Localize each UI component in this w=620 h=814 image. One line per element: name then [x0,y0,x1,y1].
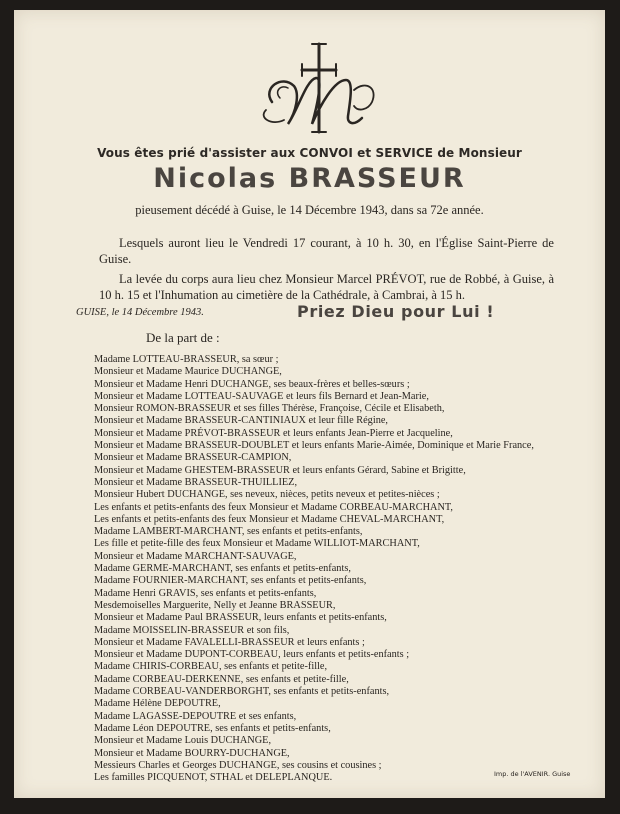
list-item: Monsieur et Madame Paul BRASSEUR, leurs enfants et petits-enfants, [94,612,387,624]
list-item: Monsieur et Madame Louis DUCHANGE, [94,735,272,747]
list-item: Madame FOURNIER-MARCHANT, ses enfants et petits-enfants, [94,575,367,587]
list-item: Monsieur et Madame BRASSEUR-DOUBLET et leurs enfants Marie-Aimée, Dominique et Marie France, [94,440,534,452]
list-item: Monsieur et Madame GHESTEM-BRASSEUR et leurs enfants Gérard, Sabine et Brigitte, [94,464,466,476]
list-item: Madame CORBEAU-VANDERBORGHT, ses enfants et petits-enfants, [94,686,390,698]
cross-monogram-icon [254,40,384,140]
deces-line: pieusement décédé à Guise, le 14 Décembre 1943, dans sa 72e année. [135,203,484,217]
list-item: Madame Henri GRAVIS, ses enfants et petits-enfants, [94,587,317,599]
list-item: Madame CHIRIS-CORBEAU, ses enfants et petite-fille, [94,661,328,673]
list-item: Les fille et petite-fille des feux Monsieur et Madame WILLIOT-MARCHANT, [94,538,420,550]
list-item: Madame CORBEAU-DERKENNE, ses enfants et petite-fille, [94,673,349,685]
family-list [94,354,554,784]
list-item: Monsieur et Madame PRÉVOT-BRASSEUR et leurs enfants Jean-Pierre et Jacqueline, [94,427,453,439]
deceased-name: Nicolas BRASSEUR [153,163,466,194]
list-item: Monsieur et Madame FAVALELLI-BRASSEUR et leurs enfants ; [94,636,365,648]
list-item: Les enfants et petits-enfants des feux Monsieur et Madame CHEVAL-MARCHANT, [94,513,445,525]
list-item: Monsieur et Madame Henri DUCHANGE, ses beaux-frères et belles-sœurs ; [94,378,410,390]
list-item: Monsieur et Madame BRASSEUR-THUILLIEZ, [94,476,298,488]
de-la-part-heading: De la part de : [146,330,220,345]
imprint: Imp. de l'AVENIR. Guise [494,770,571,778]
list-item: Madame LOTTEAU-BRASSEUR, sa sœur ; [94,354,279,365]
list-item: Monsieur et Madame Maurice DUCHANGE, [94,366,282,378]
list-item: Monsieur et Madame BRASSEUR-CAMPION, [94,452,292,464]
list-item: Madame Léon DEPOUTRE, ses enfants et petits-enfants, [94,722,331,734]
ceremony-paragraph [99,235,554,267]
list-item: Monsieur Hubert DUCHANGE, ses neveux, nièces, petits neveux et petites-nièces ; [94,489,440,501]
list-item: Monsieur et Madame LOTTEAU-SAUVAGE et leurs fils Bernard et Jean-Marie, [94,390,429,402]
list-item: Mesdemoiselles Marguerite, Nelly et Jeanne BRASSEUR, [94,599,336,611]
burial-paragraph [99,271,554,303]
burial-text: La levée du corps aura lieu chez Monsieur Marcel PRÉVOT, rue de Robbé, à Guise, à 10 h. 15 et l'Inhumation au cimetière de la Cathédrale, à Cambrai, à 15 h. [99,272,554,302]
list-item: Les enfants et petits-enfants des feux Monsieur et Madame CORBEAU-MARCHANT, [94,501,453,513]
list-item: Monsieur et Madame BRASSEUR-CANTINIAUX et leur fille Régine, [94,415,388,427]
list-item: Messieurs Charles et Georges DUCHANGE, ses cousins et cousines ; [94,759,382,771]
funeral-notice [14,10,605,798]
list-item: Madame MOISSELIN-BRASSEUR et son fils, [94,624,290,636]
ceremony-text: Lesquels auront lieu le Vendredi 17 courant, à 10 h. 30, en l'Église Saint-Pierre de Guise. [99,236,554,266]
list-item: Madame Hélène DEPOUTRE, [94,698,221,710]
convoi-line: Vous êtes prié d'assister aux CONVOI et SERVICE de Monsieur [97,146,522,160]
list-item: Madame GERME-MARCHANT, ses enfants et petits-enfants, [94,563,351,575]
list-item: Madame LAGASSE-DEPOUTRE et ses enfants, [94,710,297,722]
place-date: GUISE, le 14 Décembre 1943. [76,307,204,318]
list-item: Monsieur et Madame MARCHANT-SAUVAGE, [94,550,297,562]
list-item: Les familles PICQUENOT, STHAL et DELEPLANQUE. [94,772,333,784]
list-item: Monsieur et Madame DUPONT-CORBEAU, leurs enfants et petits-enfants ; [94,649,410,661]
list-item: Monsieur ROMON-BRASSEUR et ses filles Thérèse, Françoise, Cécile et Elisabeth, [94,403,445,415]
prayer-line: Priez Dieu pour Lui ! [297,302,495,321]
list-item: Madame LAMBERT-MARCHANT, ses enfants et petits-enfants, [94,526,363,538]
list-item: Monsieur et Madame BOURRY-DUCHANGE, [94,747,290,759]
